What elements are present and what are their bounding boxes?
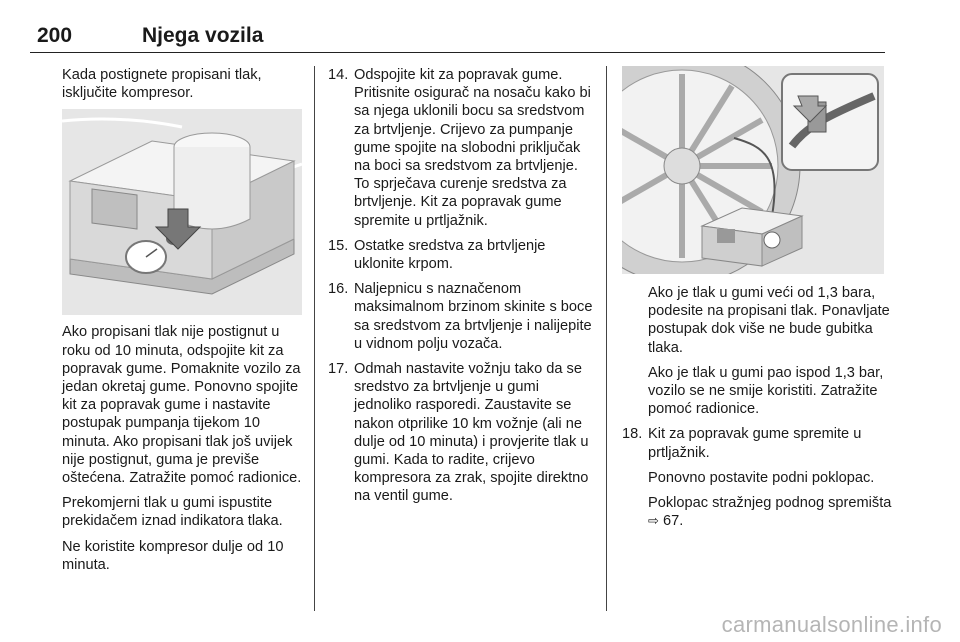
step-text: Ponovno postavite podni poklopac. xyxy=(648,469,875,486)
step-text: Poklopac stražnjeg podnog spremišta ⇨ 67. xyxy=(648,495,892,530)
step-number: 17. xyxy=(328,361,349,378)
step-text: Odmah nastavite vožnju tako da se sredstvo za brtvljenje u gumi jednoliko rasporedi. Zaustavite se nakon otprilike 10 km vožnje (ali ne dulje od 10 minuta) i provjerite tlak u gumi. Kada to radite, crijevo kompresora za zrak, spojite direktno na ventil gume. xyxy=(354,361,589,505)
step-text: Kit za popravak gume spremite u prtljažnik. xyxy=(648,426,862,461)
tyre-inflation-illustration xyxy=(622,66,884,274)
overpressure-text: Prekomjerni tlak u gumi ispustite prekidačem iznad indikatora tlaka. xyxy=(62,495,283,530)
step-number: 14. xyxy=(328,67,349,83)
step-text: Ostatke sredstva za brtvljenje uklonite krpom. xyxy=(354,237,546,273)
pressure-below-text: Ako je tlak u gumi pao ispod 1,3 bar, vozilo se ne smije koristiti. Zatražite pomoć radionice. xyxy=(648,364,884,418)
column-middle xyxy=(328,66,593,513)
step-number: 15. xyxy=(328,237,349,254)
steps-list xyxy=(328,66,593,506)
page-reference-arrow-icon: ⇨ xyxy=(648,513,659,529)
column-right xyxy=(622,66,892,537)
intro-text: Kada postignete propisani tlak, isključite kompresor. xyxy=(62,67,262,102)
list-item xyxy=(328,280,593,353)
watermark: carmanualsonline.info xyxy=(721,612,942,637)
chapter-title: Njega vozila xyxy=(142,24,264,47)
pressure-not-reached-text: Ako propisani tlak nije postignut u roku od 10 minuta, odspojite kit za popravak gume. Pomaknite vozilo za jedan okretaj gume. Ponovno spojite kit za popravak gume i nastavite postupak pumpanja tijekom 10 minuta. Ako propisani tlak još uvijek nije postignut, guma je previše oštećena. Zatražite pomoć radionice. xyxy=(62,324,302,487)
compressor-illustration xyxy=(62,109,302,315)
list-item xyxy=(328,360,593,506)
step-number: 16. xyxy=(328,281,349,298)
column-left xyxy=(62,66,302,581)
list-item xyxy=(622,425,892,530)
column-divider xyxy=(314,66,315,611)
column-divider xyxy=(606,66,607,611)
page-reference-link[interactable]: 67. xyxy=(662,513,684,530)
page-number: 200 xyxy=(37,24,73,47)
compressor-duration-text: Ne koristite kompresor dulje od 10 minuta. xyxy=(62,538,284,573)
step-text: Naljepnicu s naznačenom maksimalnom brzinom skinite s boce sa sredstvom za brtvljenje i nalijepite u vidnom polju vozača. xyxy=(354,281,593,352)
pressure-above-text: Ako je tlak u gumi veći od 1,3 bara, podesite na propisani tlak. Ponavljate postupak dok više ne bude gubitka tlaka. xyxy=(648,285,890,356)
step-text: Odspojite kit za popravak gume. Pritisnite osigurač na nosaču kako bi sa njega uklonili bocu sa sredstvom za brtvljenje. Crijevo za pumpanje gume spojite na slobodni priključak na boci sa sredstvom za brtvljenje. To sprječava curenje sredstva za brtvljenje. Kit za popravak gume spremite u prtljažnik. xyxy=(354,67,591,229)
list-item xyxy=(328,66,593,230)
steps-list xyxy=(622,425,892,530)
page-header xyxy=(30,16,885,53)
list-item xyxy=(328,237,593,273)
step-number: 18. xyxy=(622,426,643,443)
